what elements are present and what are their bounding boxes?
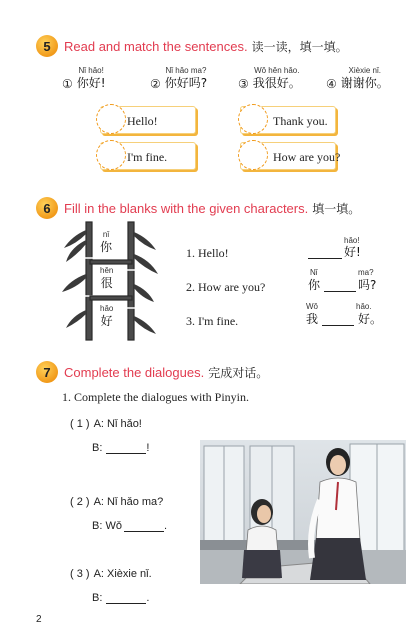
card-circle[interactable] (238, 104, 268, 134)
dialogue-number: ( 3 ) (70, 568, 90, 580)
hanzi: 好。 (358, 312, 383, 326)
hanzi: 吗? (358, 278, 377, 292)
section-title-en: Complete the dialogues. (64, 364, 205, 380)
phrase-item-1 (62, 66, 106, 91)
dialogue-line-b-prefix: B: (92, 592, 103, 604)
pinyin: ma? (358, 268, 374, 277)
pinyin: hǎo! (344, 236, 360, 245)
dialogue-1-line-a (70, 418, 142, 430)
dialogue-3-line-a (70, 568, 152, 580)
phrase-item-4 (326, 66, 389, 91)
answer-blank[interactable] (124, 520, 164, 532)
dialogue-line-b-prefix: B: Wǒ (92, 520, 122, 532)
pinyin: Wǒ (306, 302, 318, 311)
pinyin: hǎo. (356, 302, 372, 311)
answer-blank[interactable] (106, 442, 146, 454)
section-number-badge (36, 35, 58, 57)
item-marker: ① (62, 77, 73, 91)
given-char-3 (100, 304, 113, 329)
dialogue-1-line-b (92, 442, 149, 454)
dialogue-line-a: A: Nǐ hǎo! (93, 418, 142, 430)
hanzi: 好 (100, 314, 113, 328)
hanzi: 你好! (76, 76, 106, 90)
dialogue-line-b-suffix: ! (146, 442, 150, 454)
given-char-1 (100, 230, 112, 255)
pinyin: Nǐ hǎo ma? (165, 66, 207, 75)
pinyin: Xièxie nǐ. (348, 66, 381, 75)
card-text: I'm fine. (127, 150, 168, 164)
section-title-zh: 读一读，填一填。 (251, 39, 348, 54)
section-5-header (36, 34, 348, 58)
given-char-2 (100, 266, 113, 291)
dialogue-line-a: A: Xièxie nǐ. (93, 568, 152, 580)
hanzi: 好! (344, 245, 361, 259)
classroom-photo (200, 440, 406, 584)
hanzi: 谢谢你。 (340, 76, 389, 90)
section-7-header (36, 360, 268, 384)
hanzi: 我 (306, 312, 319, 326)
dialogue-line-b-prefix: B: (92, 442, 103, 454)
page-number: 2 (36, 614, 42, 625)
fill-row-english: 1. Hello! (186, 246, 229, 260)
dialogue-line-a: A: Nǐ hǎo ma? (93, 496, 164, 508)
hanzi: 你 (100, 240, 113, 254)
phrase-item-3 (238, 66, 301, 91)
hanzi: 你 (308, 278, 321, 292)
fill-row-english: 3. I'm fine. (186, 314, 239, 328)
pinyin: hǎo (100, 304, 114, 313)
fill-blank[interactable] (324, 291, 356, 292)
fill-row-english: 2. How are you? (186, 280, 266, 294)
section-number: 7 (43, 364, 51, 380)
answer-blank[interactable] (106, 592, 146, 604)
card-text: Thank you. (273, 114, 328, 128)
card-circle[interactable] (96, 104, 126, 134)
section-title-en: Fill in the blanks with the given characters. (64, 200, 309, 216)
section-number-badge (36, 361, 58, 383)
card-circle[interactable] (238, 140, 268, 170)
dialogue-2-line-a (70, 496, 163, 508)
item-marker: ④ (326, 77, 337, 91)
section-title-zh: 填一填。 (312, 201, 361, 216)
item-marker: ② (150, 77, 161, 91)
dialogue-2-line-b (92, 520, 167, 532)
dialogue-number: ( 2 ) (70, 496, 90, 508)
section-number: 5 (43, 38, 51, 54)
section-7-instruction: 1. Complete the dialogues with Pinyin. (62, 390, 249, 404)
pinyin: Nǐ (310, 268, 318, 277)
hanzi: 我很好。 (252, 76, 301, 90)
dialogue-number: ( 1 ) (70, 418, 90, 430)
pinyin: Nǐ hǎo! (78, 66, 104, 75)
hanzi: 你好吗? (164, 76, 208, 90)
section-title-zh: 完成对话。 (208, 365, 269, 380)
section-number: 6 (43, 200, 51, 216)
dialogue-line-b-suffix: . (146, 592, 150, 604)
dialogue-3-line-b (92, 592, 149, 604)
item-marker: ③ (238, 77, 249, 91)
fill-blank[interactable] (308, 258, 342, 259)
phrase-item-2 (150, 66, 207, 91)
card-text: Hello! (127, 114, 158, 128)
hanzi: 很 (100, 276, 113, 290)
section-number-badge (36, 197, 58, 219)
section-title-en: Read and match the sentences. (64, 38, 248, 54)
pinyin: Wǒ hěn hǎo. (254, 66, 300, 75)
card-circle[interactable] (96, 140, 126, 170)
card-text: How are you? (273, 150, 341, 164)
fill-blank[interactable] (322, 325, 354, 326)
pinyin: hěn (100, 266, 114, 275)
pinyin: nǐ (102, 230, 110, 239)
dialogue-line-b-suffix: . (163, 520, 168, 532)
section-6-header (36, 196, 360, 220)
